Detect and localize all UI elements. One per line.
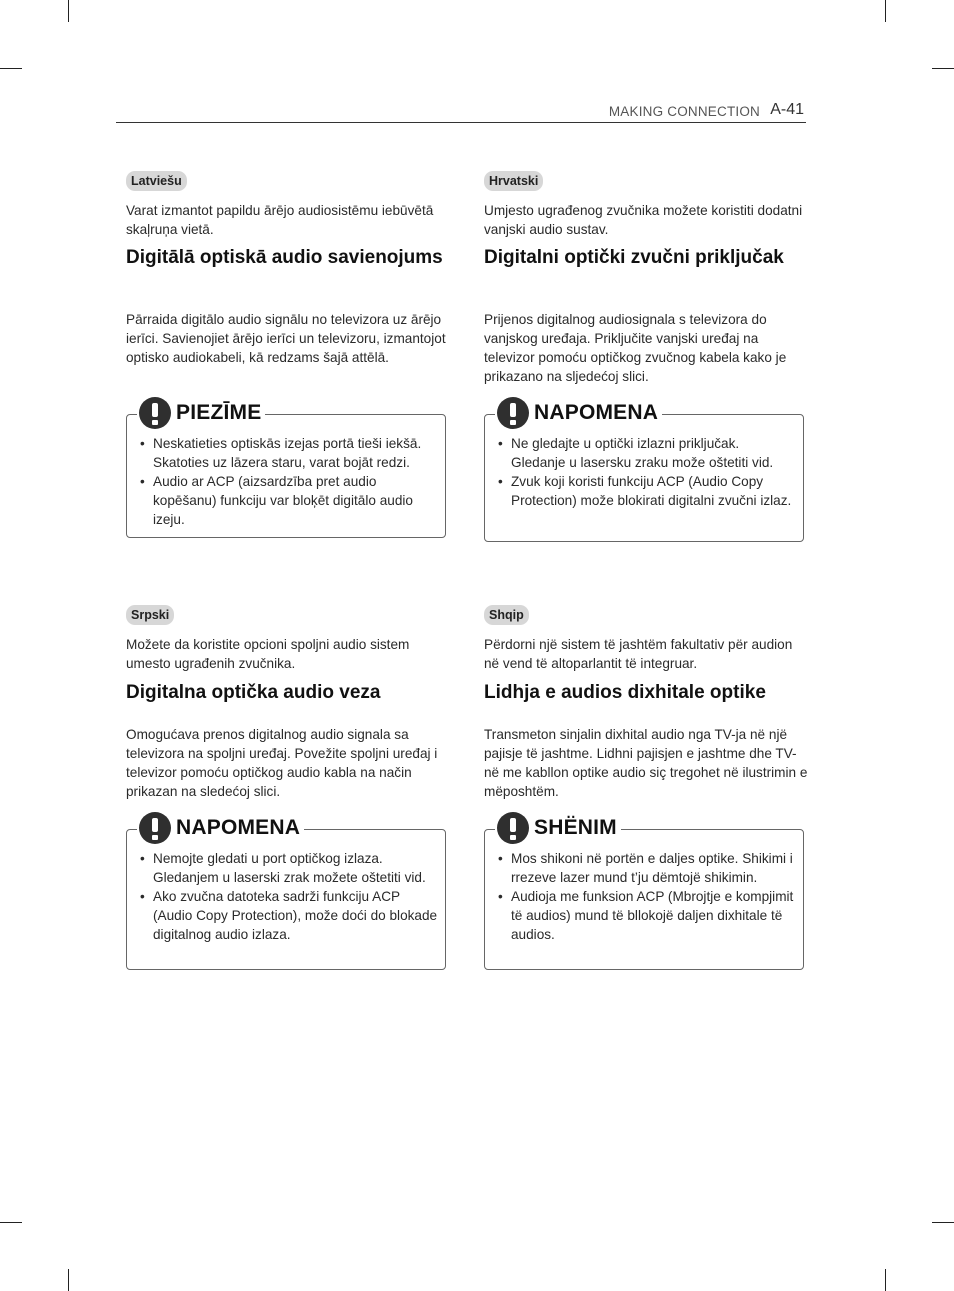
- section-heading: Digitālā optiskā audio savienojums: [126, 247, 443, 268]
- note-list: [139, 849, 439, 944]
- language-badge: Shqip: [484, 605, 529, 625]
- crop-mark: [0, 1222, 22, 1223]
- section-latvian: [126, 171, 448, 527]
- intro-text: Umjesto ugrađenog zvučnika možete koristiti dodatni vanjski audio sustav.: [484, 203, 803, 237]
- note-list: [497, 434, 797, 510]
- note-title: NAPOMENA: [176, 816, 301, 839]
- note-header: [495, 397, 662, 429]
- note-header: [137, 812, 304, 844]
- section-heading: Lidhja e audios dixhitale optike: [484, 682, 766, 703]
- intro-text: Možete da koristite opcioni spoljni audio sistem umesto ugrađenih zvučnika.: [126, 637, 410, 671]
- note-title: NAPOMENA: [534, 401, 659, 424]
- crop-mark: [68, 0, 69, 22]
- crop-mark: [0, 68, 22, 69]
- note-title: SHËNIM: [534, 816, 617, 839]
- body-text: Omogućava prenos digitalnog audio signala sa televizora na spoljni uređaj. Povežite spoljni uređaj i televizor pomoću optičkog audio kabla na način prikazan na sledećoj slici.: [126, 727, 438, 799]
- section-heading: Digitalna optička audio veza: [126, 682, 381, 703]
- note-item: • Mos shikoni në portën e daljes optike. Shikimi i rrezeve lazer mund t’ju dëmtojë shikimin.: [497, 849, 797, 887]
- note-item: • Nemojte gledati u port optičkog izlaza. Gledanjem u laserski zrak možete oštetiti vid.: [139, 849, 439, 887]
- note-item: • Ne gledajte u optički izlazni priključak. Gledanje u lasersku zraku može oštetiti vid.: [497, 434, 797, 472]
- note-item: • Neskatieties optiskās izejas portā tieši iekšā. Skatoties uz lāzera staru, varat bojāt redzi.: [139, 434, 439, 472]
- exclamation-icon: [497, 812, 529, 844]
- note-title: PIEZĪME: [176, 401, 262, 424]
- note-box: [126, 816, 446, 970]
- language-badge: Hrvatski: [484, 171, 543, 191]
- exclamation-icon: [139, 812, 171, 844]
- section-heading: Digitalni optički zvučni priključak: [484, 247, 784, 268]
- section-albanian: [484, 605, 808, 942]
- body-text: Prijenos digitalnog audiosignala s televizora do vanjskog uređaja. Priključite vanjski uređaj na televizor pomoću optičkog zvučnog kabela kako je prikazano na sljedećoj slici.: [484, 312, 787, 384]
- note-box: [126, 401, 446, 538]
- body-text: Pārraida digitālo audio signālu no televizora uz ārējo ierīci. Savienojiet ārējo ierīci un televizoru, izmantojot optisko audiokabeli, kā redzams šajā attēlā.: [126, 312, 446, 365]
- crop-mark: [885, 0, 886, 22]
- page-number: A-41: [770, 101, 804, 118]
- body-text: Transmeton sinjalin dixhital audio nga TV-ja në një pajisje të jashtme. Lidhni pajisjen e jashtme dhe TV-në me kabllon optike audio siç tregohet në ilustrimin e mëposhtëm.: [484, 727, 808, 799]
- note-box: [484, 816, 804, 970]
- page-header: [116, 100, 806, 123]
- note-item: • Audio ar ACP (aizsardzība pret audio kopēšanu) funkciju var bloķēt digitālo audio izeju.: [139, 472, 439, 529]
- note-item: • Ako zvučna datoteka sadrži funkciju ACP (Audio Copy Protection), može doći do blokade digitalnog audio izlaza.: [139, 887, 439, 944]
- intro-text: Përdorni një sistem të jashtëm fakultativ për audion në vend të altoparlantit të integruar.: [484, 637, 793, 671]
- section-croatian: [484, 171, 806, 508]
- exclamation-icon: [497, 397, 529, 429]
- crop-mark: [932, 68, 954, 69]
- note-list: [139, 434, 439, 529]
- section-serbian: [126, 605, 448, 942]
- note-item: • Zvuk koji koristi funkciju ACP (Audio Copy Protection) može blokirati digitalni zvučni izlaz.: [497, 472, 797, 510]
- exclamation-icon: [139, 397, 171, 429]
- note-item: • Audioja me funksion ACP (Mbrojtje e kompjimit të audios) mund të bllokojë daljen dixhitale të audios.: [497, 887, 797, 944]
- crop-mark: [885, 1269, 886, 1291]
- intro-text: Varat izmantot papildu ārējo audiosistēmu iebūvētā skaļruņa vietā.: [126, 203, 434, 237]
- language-badge: Srpski: [126, 605, 174, 625]
- note-header: [495, 812, 621, 844]
- section-title: MAKING CONNECTION: [608, 104, 760, 119]
- crop-mark: [68, 1269, 69, 1291]
- note-box: [484, 401, 804, 542]
- note-list: [497, 849, 797, 944]
- language-badge: Latviešu: [126, 171, 187, 191]
- note-header: [137, 397, 265, 429]
- crop-mark: [932, 1222, 954, 1223]
